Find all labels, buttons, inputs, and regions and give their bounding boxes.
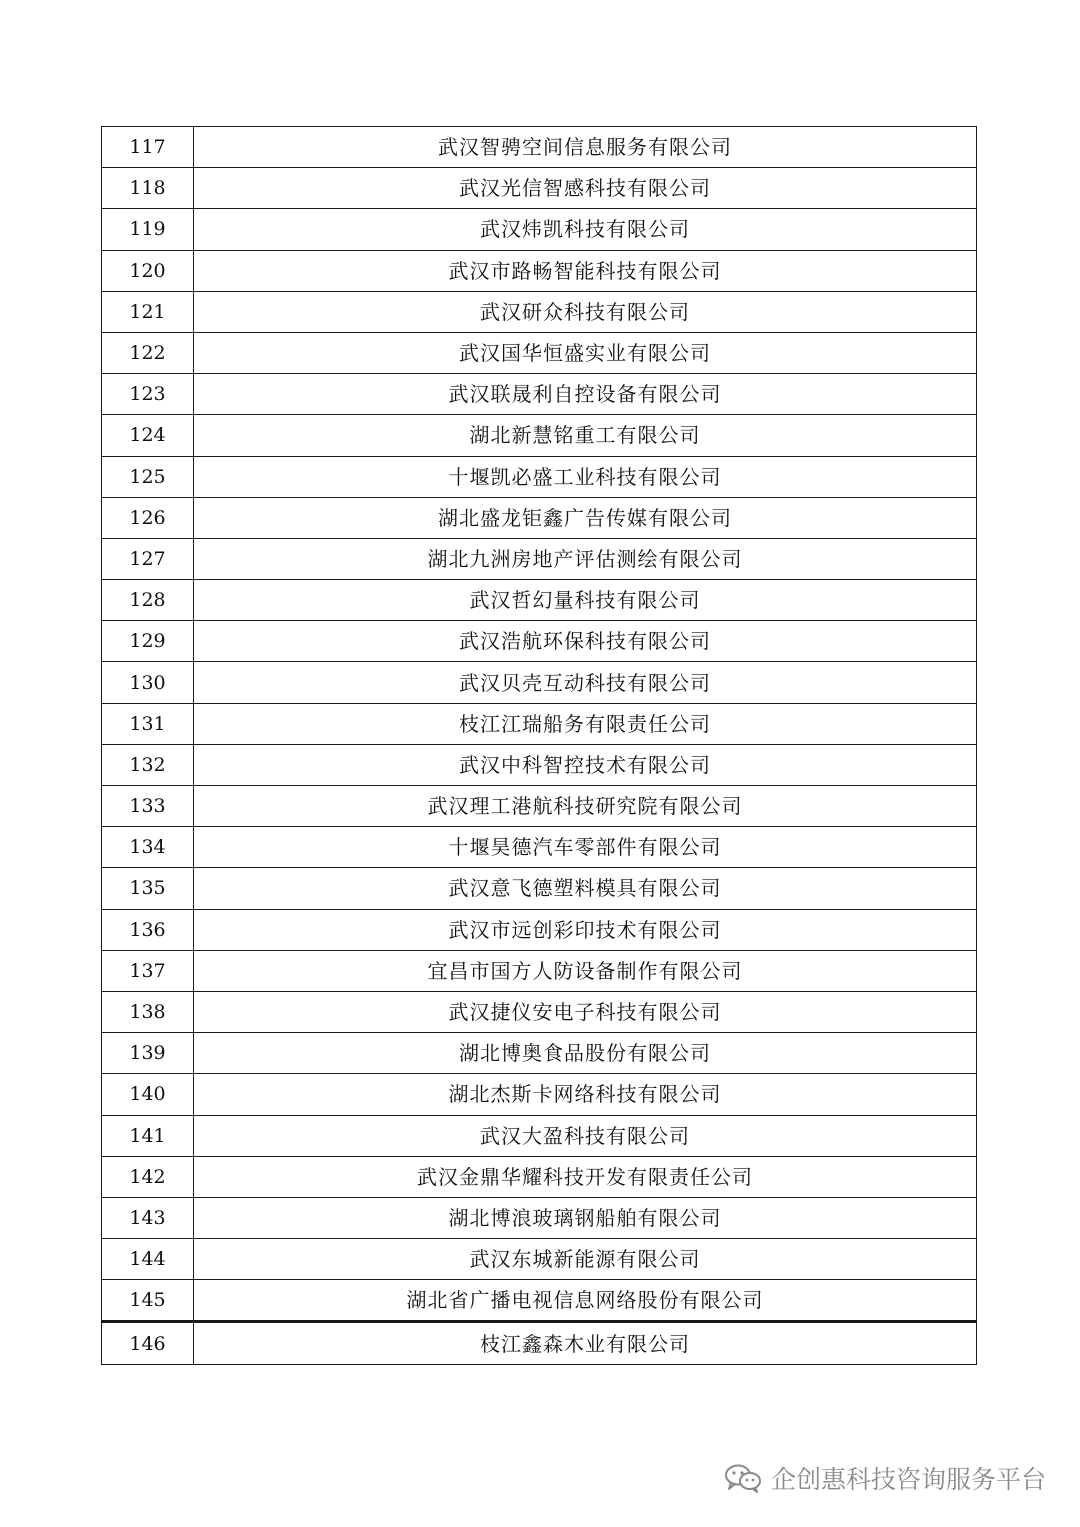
row-number: 141 (102, 1115, 194, 1156)
table-row (102, 868, 977, 909)
row-number: 126 (102, 497, 194, 538)
company-name: 武汉市远创彩印技术有限公司 (194, 909, 977, 950)
company-name: 武汉研众科技有限公司 (194, 291, 977, 332)
row-number: 118 (102, 168, 194, 209)
row-number: 134 (102, 827, 194, 868)
row-number: 142 (102, 1156, 194, 1197)
table-row (102, 580, 977, 621)
row-number: 120 (102, 250, 194, 291)
company-name: 武汉中科智控技术有限公司 (194, 744, 977, 785)
row-number: 131 (102, 703, 194, 744)
wechat-icon (723, 1463, 763, 1493)
table-row (102, 497, 977, 538)
table-row (102, 909, 977, 950)
table-row (102, 1239, 977, 1280)
table-row (102, 250, 977, 291)
company-name: 武汉东城新能源有限公司 (194, 1239, 977, 1280)
row-number: 127 (102, 538, 194, 579)
company-name: 武汉国华恒盛实业有限公司 (194, 332, 977, 373)
table-row (102, 744, 977, 785)
table-row (102, 1074, 977, 1115)
company-name: 武汉哲幻量科技有限公司 (194, 580, 977, 621)
row-number: 121 (102, 291, 194, 332)
table-row (102, 332, 977, 373)
row-number: 144 (102, 1239, 194, 1280)
table-row (102, 127, 977, 168)
row-number: 124 (102, 415, 194, 456)
row-number: 125 (102, 456, 194, 497)
company-name: 武汉贝壳互动科技有限公司 (194, 662, 977, 703)
company-name: 湖北九洲房地产评估测绘有限公司 (194, 538, 977, 579)
row-number: 145 (102, 1280, 194, 1322)
table-row (102, 415, 977, 456)
company-list-table (101, 126, 977, 1365)
row-number: 140 (102, 1074, 194, 1115)
table-row (102, 291, 977, 332)
table-row (102, 209, 977, 250)
row-number: 128 (102, 580, 194, 621)
table-row (102, 1156, 977, 1197)
table-row (102, 1322, 977, 1364)
row-number: 143 (102, 1197, 194, 1238)
company-name: 湖北新慧铭重工有限公司 (194, 415, 977, 456)
company-name: 武汉浩航环保科技有限公司 (194, 621, 977, 662)
company-name: 武汉金鼎华耀科技开发有限责任公司 (194, 1156, 977, 1197)
company-name: 武汉大盈科技有限公司 (194, 1115, 977, 1156)
table-row (102, 1197, 977, 1238)
row-number: 130 (102, 662, 194, 703)
table-row (102, 703, 977, 744)
row-number: 129 (102, 621, 194, 662)
row-number: 135 (102, 868, 194, 909)
company-name: 武汉市路畅智能科技有限公司 (194, 250, 977, 291)
table-body (102, 127, 977, 1365)
company-name: 武汉意飞德塑料模具有限公司 (194, 868, 977, 909)
table-row (102, 538, 977, 579)
table-row (102, 662, 977, 703)
table-row (102, 168, 977, 209)
company-name: 武汉联晟利自控设备有限公司 (194, 374, 977, 415)
row-number: 123 (102, 374, 194, 415)
company-name: 武汉智骋空间信息服务有限公司 (194, 127, 977, 168)
table-row (102, 1115, 977, 1156)
row-number: 137 (102, 950, 194, 991)
table-row (102, 991, 977, 1032)
company-name: 枝江鑫森木业有限公司 (194, 1322, 977, 1364)
company-name: 枝江江瑞船务有限责任公司 (194, 703, 977, 744)
company-name: 十堰凯必盛工业科技有限公司 (194, 456, 977, 497)
row-number: 122 (102, 332, 194, 373)
company-name: 宜昌市国方人防设备制作有限公司 (194, 950, 977, 991)
company-name: 武汉炜凯科技有限公司 (194, 209, 977, 250)
table-row (102, 786, 977, 827)
company-name: 武汉捷仪安电子科技有限公司 (194, 991, 977, 1032)
row-number: 119 (102, 209, 194, 250)
table-row (102, 374, 977, 415)
company-name: 湖北盛龙钜鑫广告传媒有限公司 (194, 497, 977, 538)
company-name: 十堰昊德汽车零部件有限公司 (194, 827, 977, 868)
row-number: 138 (102, 991, 194, 1032)
row-number: 133 (102, 786, 194, 827)
table-row (102, 621, 977, 662)
row-number: 146 (102, 1322, 194, 1364)
watermark-text: 企创惠科技咨询服务平台 (770, 1465, 1046, 1494)
table-row (102, 1033, 977, 1074)
row-number: 117 (102, 127, 194, 168)
watermark (723, 1458, 1046, 1498)
table-row (102, 827, 977, 868)
company-name: 武汉理工港航科技研究院有限公司 (194, 786, 977, 827)
table-row (102, 456, 977, 497)
row-number: 136 (102, 909, 194, 950)
table-row (102, 950, 977, 991)
company-name: 湖北博浪玻璃钢船舶有限公司 (194, 1197, 977, 1238)
table-row (102, 1280, 977, 1322)
company-name: 湖北省广播电视信息网络股份有限公司 (194, 1280, 977, 1322)
row-number: 132 (102, 744, 194, 785)
company-name: 湖北杰斯卡网络科技有限公司 (194, 1074, 977, 1115)
row-number: 139 (102, 1033, 194, 1074)
company-name: 武汉光信智感科技有限公司 (194, 168, 977, 209)
company-name: 湖北博奥食品股份有限公司 (194, 1033, 977, 1074)
